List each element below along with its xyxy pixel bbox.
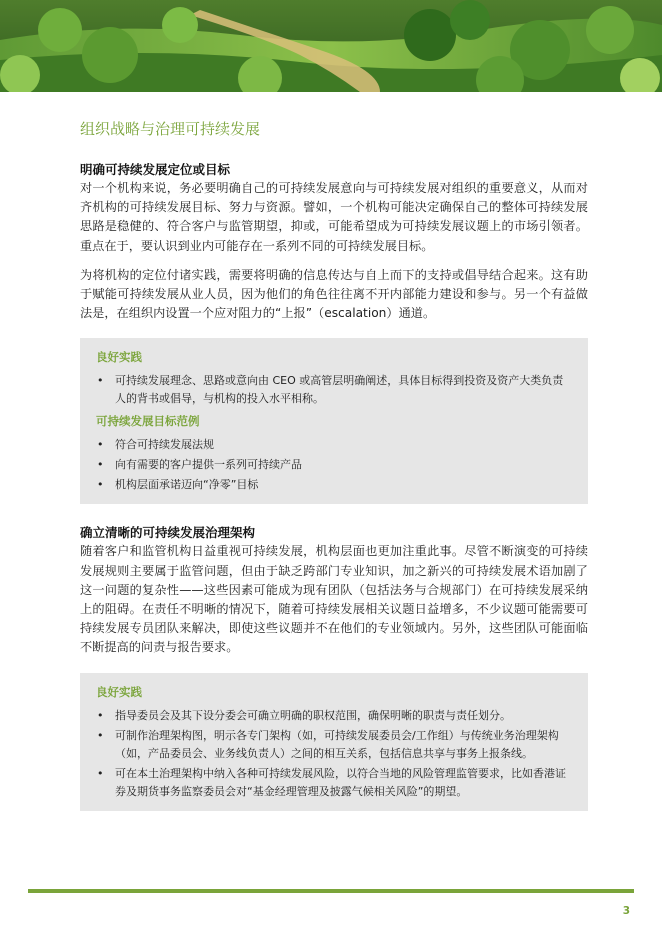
section-governance <box>80 523 588 810</box>
paragraph: 随着客户和监管机构日益重视可持续发展，机构层面也更加注重此事。尽管不断演变的可持续发展规则主要属于监管问题，但由于缺乏跨部门专业知识，加之新兴的可持续发展术语加剧了这一问题的复杂性——这些因素可能成为现有团队（包括法务与合规部门）在可持续发展采纳上的阻碍。在责任不明晰的情况下，随着可持续发展相关议题日益增多，不少议题可能需要可持续发展专员团队来解决，即使这些议题并不在他们的专业领域内。另外，这些团队可能面临不断提高的问责与报告要求。 <box>80 544 588 655</box>
list-item <box>96 372 574 408</box>
bullet-icon: • <box>97 708 104 722</box>
page-number: 3 <box>622 905 630 917</box>
paragraph: 为将机构的定位付诸实践，需要将明确的信息传达与自上而下的支持或倡导结合起来。这有助于赋能可持续发展从业人员，因为他们的角色往往离不开内部能力建设和参与。另一个有益做法是，在组织内设置一个应对阻力的“上报”（escalation）通道。 <box>80 267 588 321</box>
page-title: 组织战略与治理可持续发展 <box>80 120 261 138</box>
header-banner-image <box>0 0 662 92</box>
bullet-icon: • <box>97 374 104 388</box>
bullet-list <box>96 372 574 408</box>
list-item <box>96 727 574 763</box>
list-item-text: 符合可持续发展法规 <box>115 438 214 452</box>
list-item <box>96 456 574 474</box>
list-item <box>96 436 574 454</box>
section-heading: 确立清晰的可持续发展治理架构 <box>80 525 256 541</box>
bullet-icon: • <box>97 478 104 492</box>
bullet-icon: • <box>97 458 104 472</box>
list-item-text: 可制作治理架构图，明示各专门架构（如，可持续发展委员会/工作组）与传统业务治理架构（如，产品委员会、业务线负责人）之间的相互关系，包括信息共享与事务上报条线。 <box>115 728 559 760</box>
box-label: 可持续发展目标范例 <box>96 414 200 429</box>
section-positioning <box>80 160 588 504</box>
section-heading: 明确可持续发展定位或目标 <box>80 162 231 177</box>
list-item-text: 可持续发展理念、思路或意向由 CEO 或高管层明确阐述，具体目标得到投资及资产大类负责人的背书或倡导，与机构的投入水平相称。 <box>115 374 564 406</box>
page-content <box>80 119 588 811</box>
list-item-text: 机构层面承诺迈向“净零”目标 <box>115 478 259 492</box>
bullet-list <box>96 707 574 801</box>
list-item-text: 可在本土治理架构中纳入各种可持续发展风险，以符合当地的风险管理监管要求，比如香港证券及期货事务监察委员会对“基金经理管理及披露气候相关风险”的期望。 <box>115 766 566 798</box>
bullet-icon: • <box>97 438 104 452</box>
box-label: 良好实践 <box>96 350 142 365</box>
list-item <box>96 765 574 801</box>
list-item-text: 向有需要的客户提供一系列可持续产品 <box>115 458 302 472</box>
bullet-icon: • <box>97 766 104 780</box>
good-practice-box <box>80 673 588 811</box>
footer-divider <box>28 889 634 893</box>
bullet-icon: • <box>97 728 104 742</box>
list-item-text: 指导委员会及其下设分委会可确立明确的职权范围，确保明晰的职责与责任划分。 <box>115 708 511 722</box>
list-item <box>96 707 574 725</box>
bullet-list <box>96 436 574 494</box>
box-label: 良好实践 <box>96 684 142 699</box>
paragraph: 对一个机构来说，务必要明确自己的可持续发展意向与可持续发展对组织的重要意义，从而对齐机构的可持续发展目标、努力与资源。譬如，一个机构可能决定确保自己的整体可持续发展思路是稳健的、符合客户与监管期望，抑或，可能希望成为可持续发展议题上的市场引领者。重点在于，要认识到业内可能存在一系列不同的可持续发展目标。 <box>80 181 588 253</box>
list-item <box>96 476 574 494</box>
good-practice-box <box>80 338 588 504</box>
